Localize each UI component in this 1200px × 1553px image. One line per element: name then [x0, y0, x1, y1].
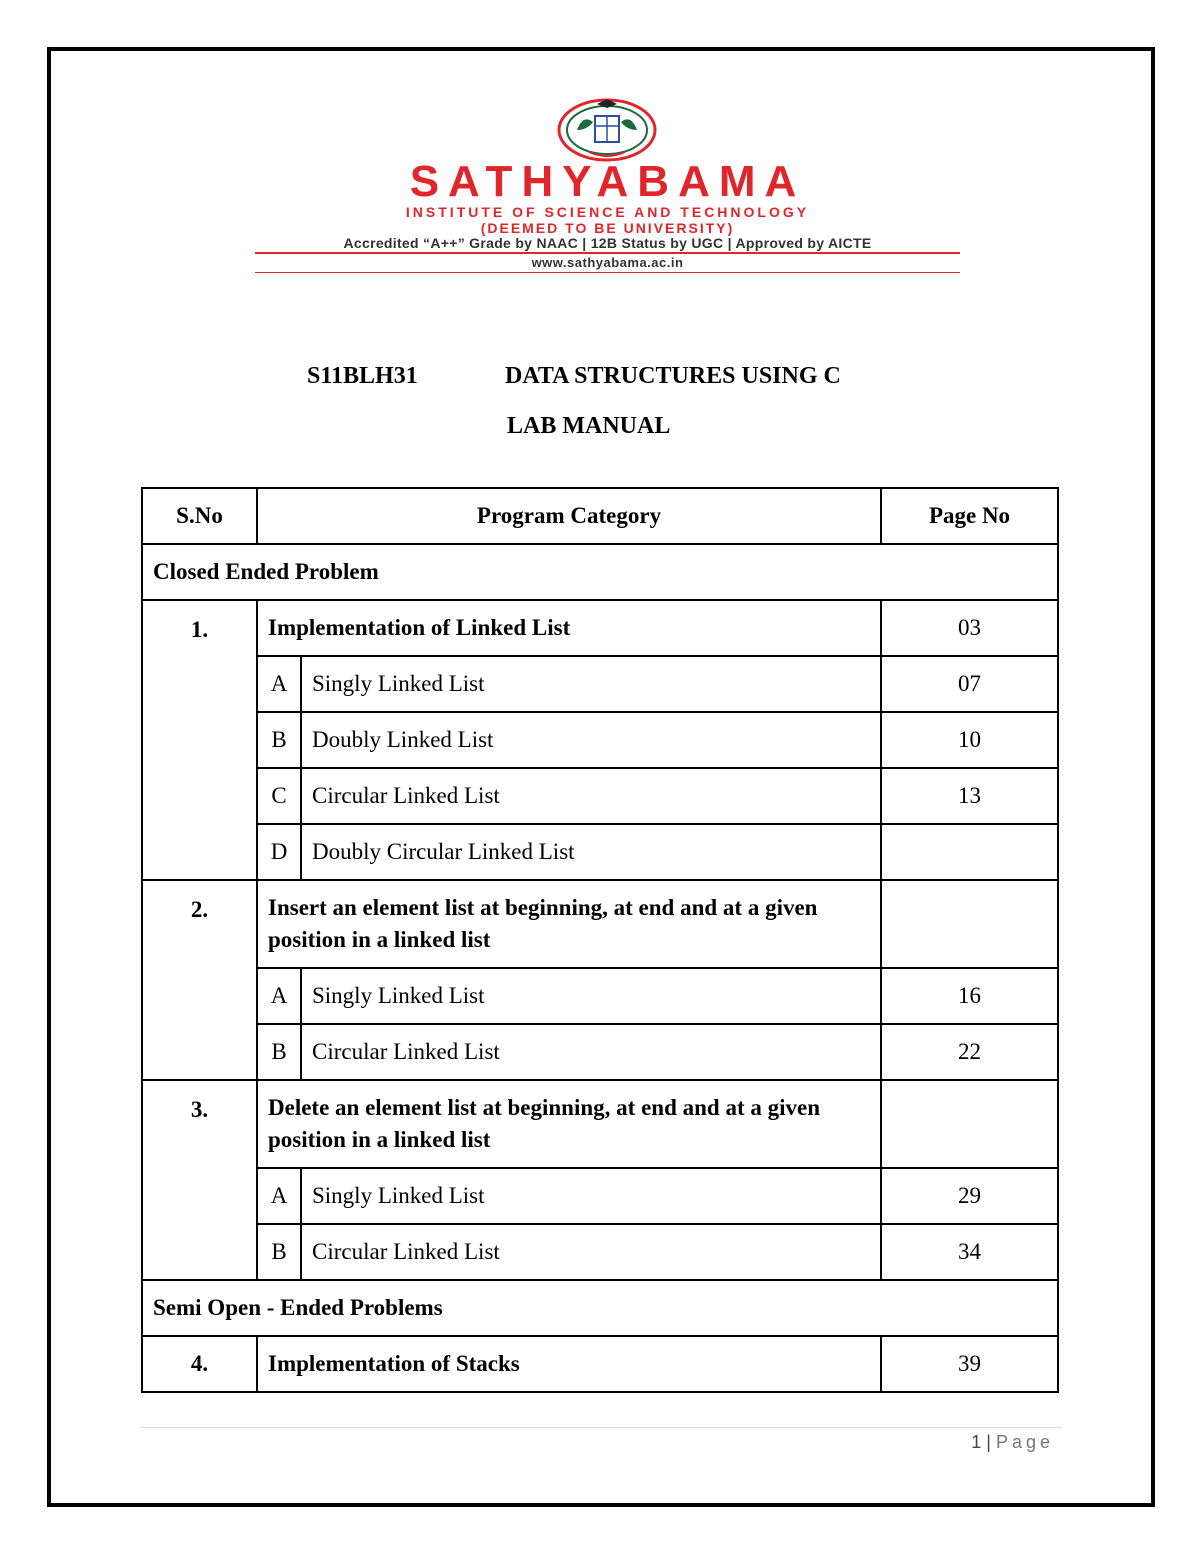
university-logo [250, 96, 965, 281]
row-page: 34 [881, 1224, 1058, 1280]
logo-deemed: (DEEMED TO BE UNIVERSITY) [480, 220, 735, 236]
row-page [881, 824, 1058, 880]
table-row [142, 1224, 1058, 1280]
table-row [142, 824, 1058, 880]
row-title: Implementation of Linked List [257, 600, 881, 656]
page-number: 1 [971, 1432, 982, 1452]
row-page [881, 1080, 1058, 1168]
table-row [142, 880, 1058, 968]
table-header-row [142, 488, 1058, 544]
contents-table [141, 487, 1059, 1393]
doc-type: LAB MANUAL [507, 413, 671, 439]
section-row [142, 1280, 1058, 1336]
course-code: S11BLH31 [307, 363, 418, 389]
row-letter: A [257, 656, 301, 712]
column-header-sno: S.No [142, 488, 257, 544]
row-title: Singly Linked List [301, 656, 881, 712]
row-sno [142, 600, 257, 880]
row-page: 29 [881, 1168, 1058, 1224]
section-title: Semi Open - Ended Problems [142, 1280, 1058, 1336]
table-row [142, 1336, 1058, 1392]
footer-divider [140, 1427, 1062, 1428]
row-letter: D [257, 824, 301, 880]
row-letter: B [257, 1024, 301, 1080]
column-header-category: Program Category [257, 488, 881, 544]
row-title: Circular Linked List [301, 1024, 881, 1080]
logo-subtitle: INSTITUTE OF SCIENCE AND TECHNOLOGY [405, 204, 810, 220]
row-title: Implementation of Stacks [257, 1336, 881, 1392]
row-letter: C [257, 768, 301, 824]
row-letter: B [257, 1224, 301, 1280]
row-sno [142, 1080, 257, 1280]
logo-accreditation: Accredited “A++” Grade by NAAC | 12B Status by UGC | Approved by AICTE [343, 235, 872, 251]
row-page: 22 [881, 1024, 1058, 1080]
table-row [142, 600, 1058, 656]
page-footer [971, 1432, 1054, 1453]
row-sno [142, 880, 257, 1080]
logo-name: SATHYABAMA [409, 157, 806, 206]
table-row [142, 968, 1058, 1024]
column-header-page: Page No [881, 488, 1058, 544]
row-sno-text: 3. [190, 1097, 209, 1122]
row-title: Circular Linked List [301, 768, 881, 824]
row-letter: A [257, 1168, 301, 1224]
table-row [142, 1080, 1058, 1168]
row-sno: 4. [142, 1336, 257, 1392]
table-row [142, 656, 1058, 712]
logo-divider [255, 272, 960, 273]
row-sno-text: 2. [190, 897, 209, 922]
row-letter: B [257, 712, 301, 768]
table-row [142, 1024, 1058, 1080]
row-page: 03 [881, 600, 1058, 656]
row-page: 07 [881, 656, 1058, 712]
table-row [142, 712, 1058, 768]
row-sno-text: 1. [190, 617, 209, 642]
row-title: Doubly Linked List [301, 712, 881, 768]
footer-separator: | [986, 1432, 991, 1452]
row-title: Singly Linked List [301, 1168, 881, 1224]
logo-divider [255, 252, 960, 254]
row-page: 10 [881, 712, 1058, 768]
row-page: 16 [881, 968, 1058, 1024]
row-title: Doubly Circular Linked List [301, 824, 881, 880]
row-page [881, 880, 1058, 968]
row-letter: A [257, 968, 301, 1024]
table-row [142, 1168, 1058, 1224]
row-title: Delete an element list at beginning, at end and at a given position in a linked list [257, 1080, 881, 1168]
row-page: 39 [881, 1336, 1058, 1392]
section-title: Closed Ended Problem [142, 544, 1058, 600]
row-title: Singly Linked List [301, 968, 881, 1024]
university-emblem-icon [555, 96, 659, 162]
row-title: Circular Linked List [301, 1224, 881, 1280]
section-row [142, 544, 1058, 600]
course-title: DATA STRUCTURES USING C [505, 363, 841, 389]
logo-url: www.sathyabama.ac.in [531, 255, 684, 270]
row-page: 13 [881, 768, 1058, 824]
table-row [142, 768, 1058, 824]
row-title: Insert an element list at beginning, at end and at a given position in a linked list [257, 880, 881, 968]
page-word: Page [995, 1432, 1054, 1452]
